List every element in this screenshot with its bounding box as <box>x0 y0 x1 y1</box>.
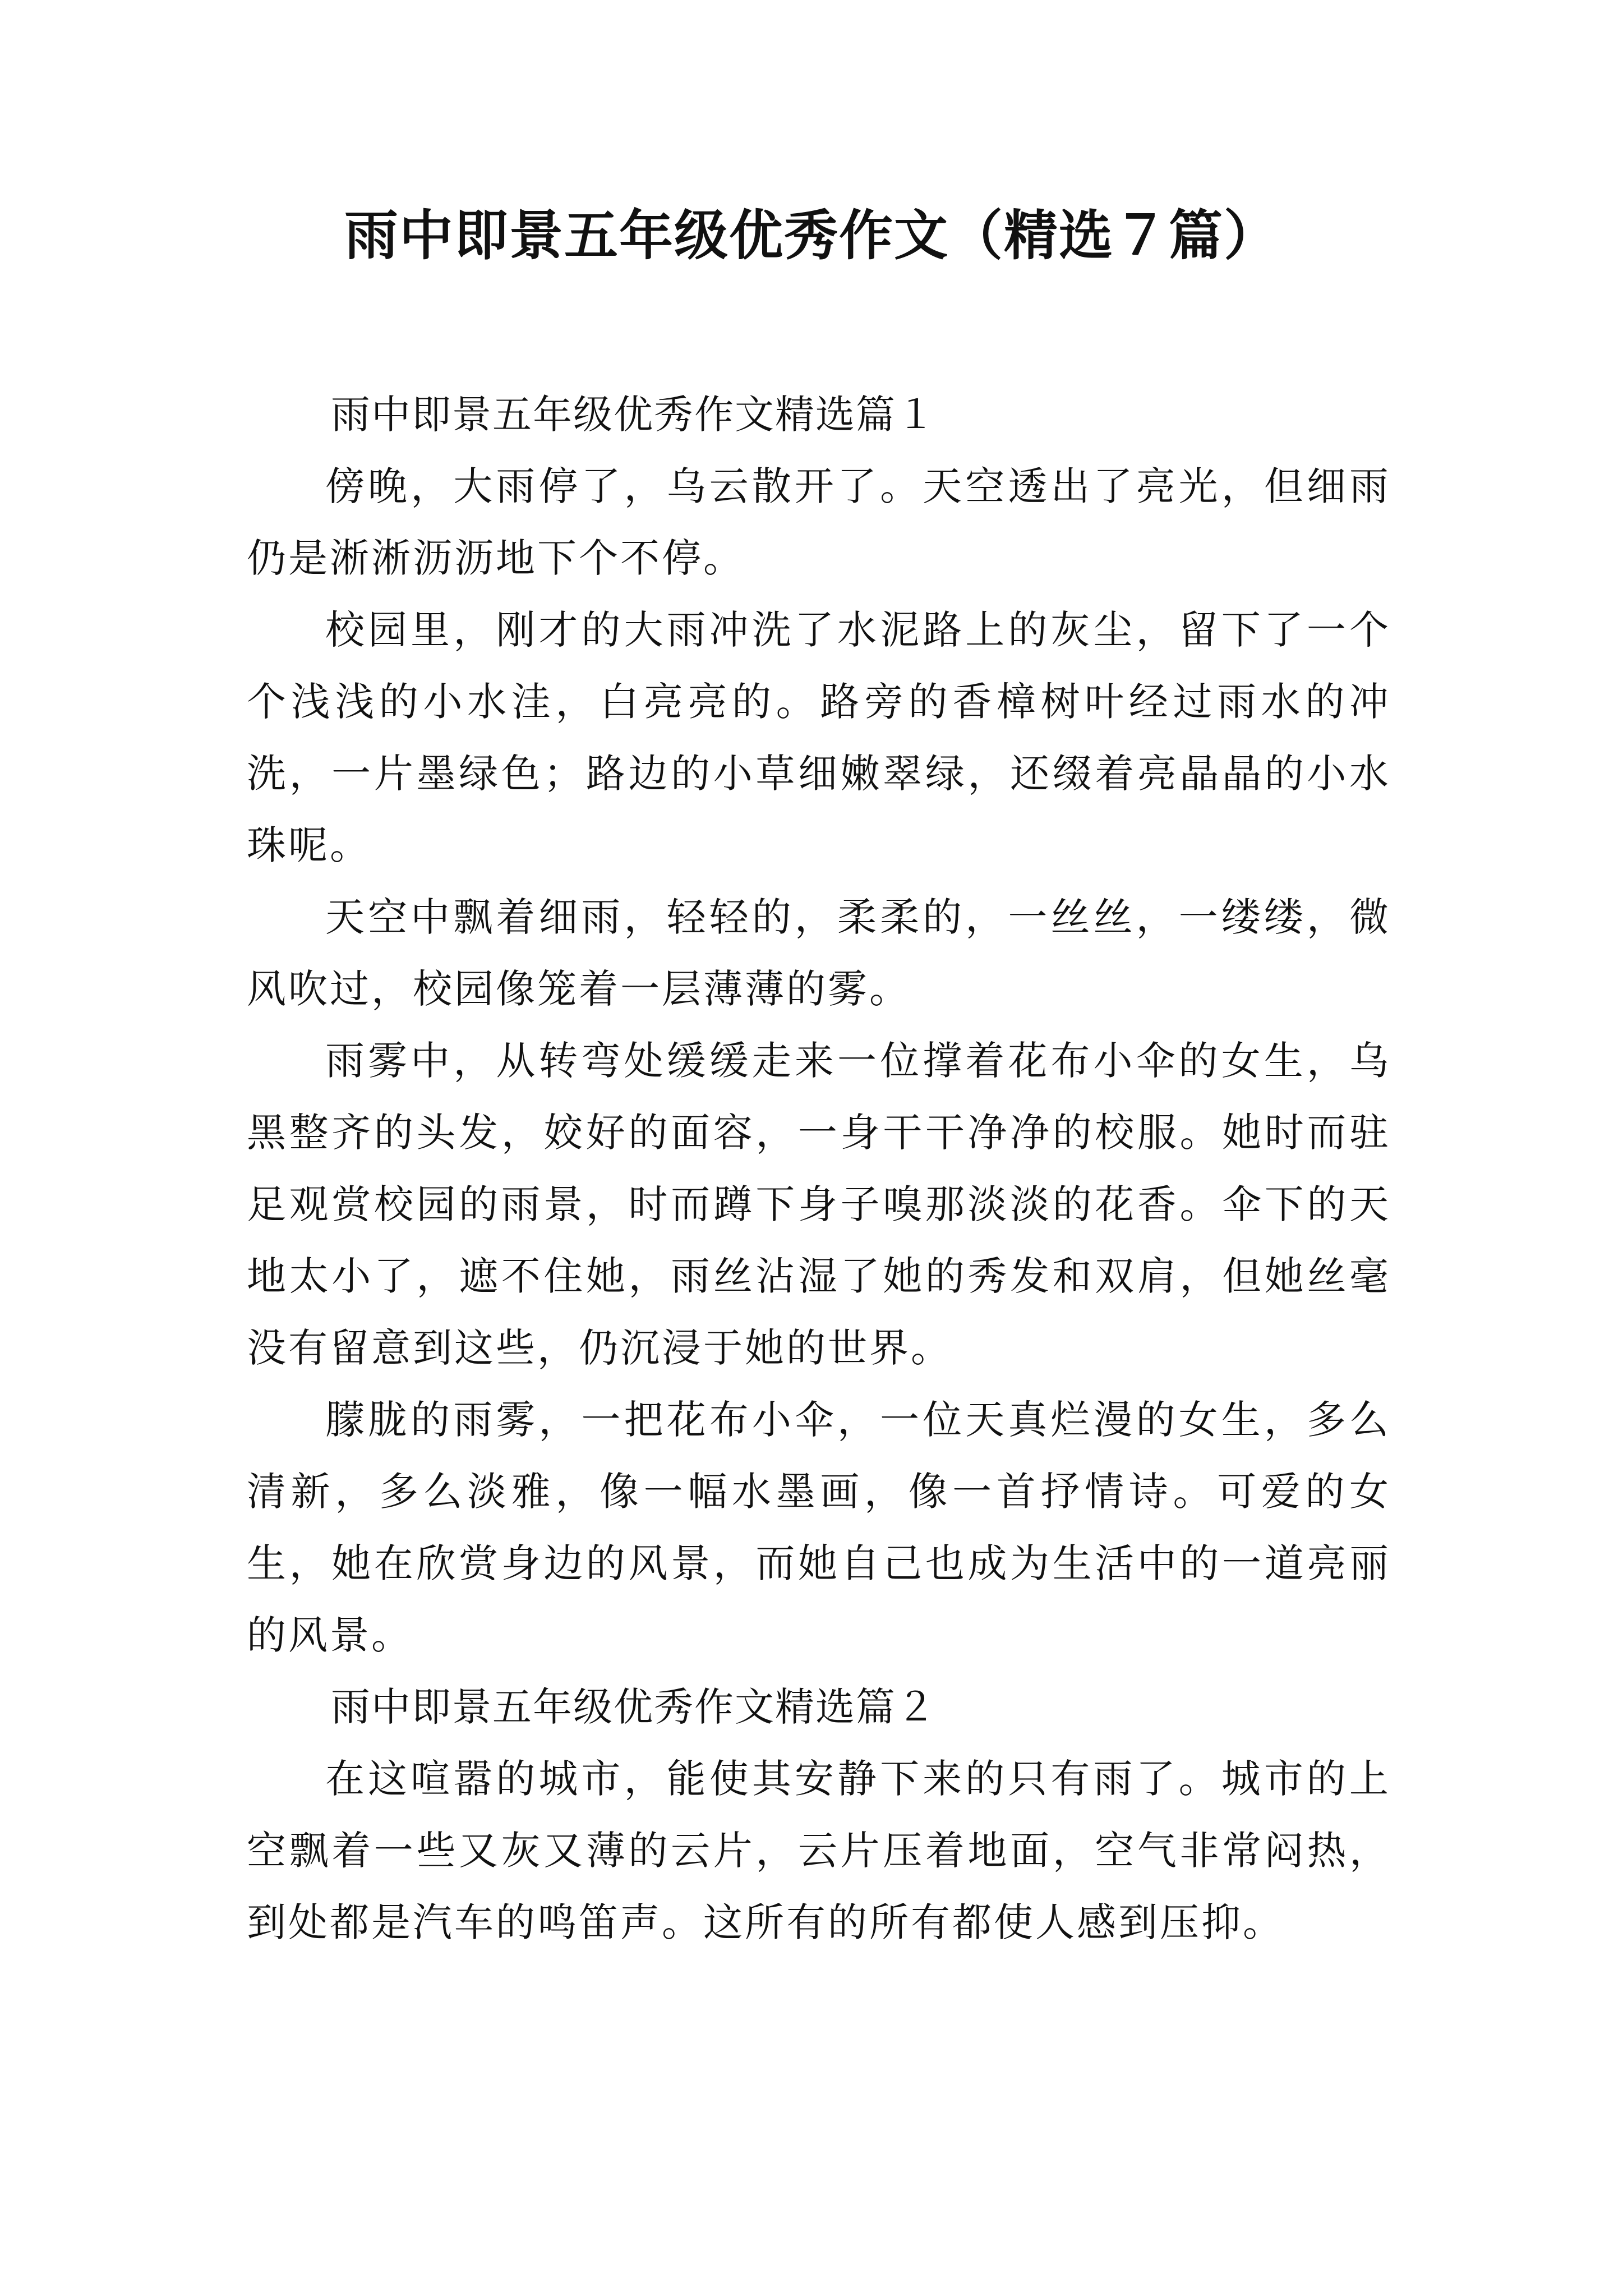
paragraph: 朦胧的雨雾，一把花布小伞，一位天真烂漫的女生，多么清新，多么淡雅，像一幅水墨画，像一首抒情诗。可爱的女生，她在欣赏身边的风景，而她自己也成为生活中的一道亮丽的风景。 <box>247 1397 1391 1658</box>
paragraph: 傍晚，大雨停了，乌云散开了。天空透出了亮光，但细雨仍是淅淅沥沥地下个不停。 <box>247 463 1391 581</box>
section-heading-1: 雨中即景五年级优秀作文精选篇１ <box>331 392 937 438</box>
paragraph: 校园里，刚才的大雨冲洗了水泥路上的灰尘，留下了一个个浅浅的小水洼，白亮亮的。路旁的香樟树叶经过雨水的冲洗，一片墨绿色；路边的小草细嫩翠绿，还缀着亮晶晶的小水珠呢。 <box>247 607 1391 868</box>
paragraph: 在这喧嚣的城市，能使其安静下来的只有雨了。城市的上空飘着一些又灰又薄的云片，云片压着地面，空气非常闷热，到处都是汽车的鸣笛声。这所有的所有都使人感到压抑。 <box>247 1756 1391 1945</box>
paragraph: 雨雾中，从转弯处缓缓走来一位撑着花布小伞的女生，乌黑整齐的头发，姣好的面容，一身干干净净的校服。她时而驻足观赏校园的雨景，时而蹲下身子嗅那淡淡的花香。伞下的天地太小了，遮不住她，雨丝沾湿了她的秀发和双肩，但她丝毫没有留意到这些，仍沉浸于她的世界。 <box>247 1038 1391 1371</box>
section-heading-2: 雨中即景五年级优秀作文精选篇２ <box>331 1684 937 1730</box>
paragraph: 天空中飘着细雨，轻轻的，柔柔的，一丝丝，一缕缕，微风吹过，校园像笼着一层薄薄的雾。 <box>247 894 1391 1012</box>
document-title: 雨中即景五年级优秀作文（精选７篇） <box>344 204 1279 267</box>
document-body <box>247 379 1391 1958</box>
